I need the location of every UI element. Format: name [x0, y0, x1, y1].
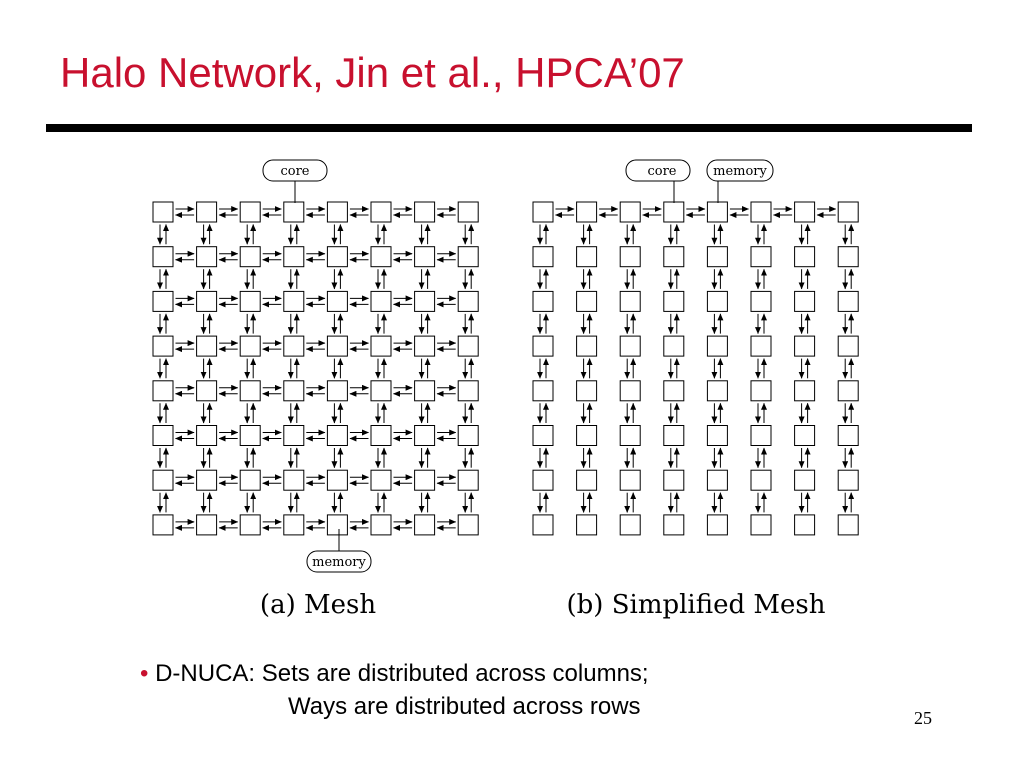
cache-bank-node: [327, 247, 347, 267]
cache-bank-node: [795, 426, 815, 446]
cache-bank-node: [577, 247, 597, 267]
cache-bank-node: [664, 247, 684, 267]
cache-bank-node: [707, 247, 727, 267]
cache-bank-node: [577, 515, 597, 535]
cache-bank-node: [240, 247, 260, 267]
cache-bank-node: [838, 426, 858, 446]
cache-bank-node: [415, 426, 435, 446]
cache-bank-node: [838, 202, 858, 222]
cache-bank-node: [533, 336, 553, 356]
cache-bank-node: [577, 291, 597, 311]
cache-bank-node: [795, 470, 815, 490]
page-number: 25: [914, 708, 932, 728]
cache-bank-node: [795, 515, 815, 535]
cache-bank-node: [284, 426, 304, 446]
cache-bank-node: [415, 202, 435, 222]
cache-bank-node: [240, 381, 260, 401]
cache-bank-node: [533, 515, 553, 535]
cache-bank-node: [707, 426, 727, 446]
mesh-nodes: [153, 202, 478, 535]
cache-bank-node: [795, 247, 815, 267]
cache-bank-node: [197, 247, 217, 267]
cache-bank-node: [664, 291, 684, 311]
cache-bank-node: [664, 381, 684, 401]
cache-bank-node: [707, 381, 727, 401]
cache-bank-node: [533, 202, 553, 222]
cache-bank-node: [577, 336, 597, 356]
cache-bank-node: [415, 470, 435, 490]
cache-bank-node: [751, 247, 771, 267]
cache-bank-node: [153, 291, 173, 311]
cache-bank-node: [577, 381, 597, 401]
cache-bank-node: [327, 470, 347, 490]
cache-bank-node: [620, 336, 640, 356]
cache-bank-node: [371, 515, 391, 535]
cache-bank-node: [664, 202, 684, 222]
cache-bank-node: [240, 202, 260, 222]
simplified-mesh-nodes: [533, 202, 858, 535]
cache-bank-node: [197, 515, 217, 535]
cache-bank-node: [284, 470, 304, 490]
cache-bank-node: [458, 381, 478, 401]
cache-bank-node: [240, 470, 260, 490]
cache-bank-node: [458, 291, 478, 311]
core-label-text-mesh: core: [280, 164, 310, 179]
cache-bank-node: [153, 470, 173, 490]
cache-bank-node: [533, 470, 553, 490]
cache-bank-node: [197, 381, 217, 401]
cache-bank-node: [415, 291, 435, 311]
cache-bank-node: [153, 381, 173, 401]
cache-bank-node: [707, 291, 727, 311]
cache-bank-node: [284, 247, 304, 267]
cache-bank-node: [197, 426, 217, 446]
cache-bank-node: [795, 381, 815, 401]
cache-bank-node: [240, 336, 260, 356]
cache-bank-node: [620, 291, 640, 311]
cache-bank-node: [707, 202, 727, 222]
cache-bank-node: [240, 515, 260, 535]
slide-title: Halo Network, Jin et al., HPCA’07: [60, 49, 685, 96]
cache-bank-node: [415, 336, 435, 356]
cache-bank-node: [751, 426, 771, 446]
cache-bank-node: [284, 381, 304, 401]
cache-bank-node: [458, 426, 478, 446]
cache-bank-node: [327, 336, 347, 356]
cache-bank-node: [838, 381, 858, 401]
cache-bank-node: [458, 247, 478, 267]
cache-bank-node: [284, 336, 304, 356]
cache-bank-node: [153, 336, 173, 356]
cache-bank-node: [620, 426, 640, 446]
cache-bank-node: [284, 291, 304, 311]
memory-label-simplified: [707, 160, 773, 203]
cache-bank-node: [838, 247, 858, 267]
cache-bank-node: [577, 470, 597, 490]
cache-bank-node: [620, 202, 640, 222]
cache-bank-node: [327, 515, 347, 535]
core-label-simplified: [626, 160, 690, 203]
cache-bank-node: [664, 515, 684, 535]
cache-bank-node: [751, 291, 771, 311]
cache-bank-node: [664, 336, 684, 356]
cache-bank-node: [620, 470, 640, 490]
cache-bank-node: [153, 202, 173, 222]
bullet-line-1: D-NUCA: Sets are distributed across columns;: [155, 660, 649, 687]
cache-bank-node: [751, 515, 771, 535]
cache-bank-node: [707, 470, 727, 490]
cache-bank-node: [795, 291, 815, 311]
cache-bank-node: [838, 291, 858, 311]
bullet-line-2: Ways are distributed across rows: [288, 693, 641, 720]
cache-bank-node: [838, 515, 858, 535]
simplified-mesh-diagram: [533, 160, 858, 620]
cache-bank-node: [327, 426, 347, 446]
cache-bank-node: [664, 470, 684, 490]
cache-bank-node: [197, 291, 217, 311]
core-label-text-simplified: core: [647, 164, 677, 179]
cache-bank-node: [751, 202, 771, 222]
cache-bank-node: [415, 247, 435, 267]
cache-bank-node: [838, 336, 858, 356]
cache-bank-node: [664, 426, 684, 446]
cache-bank-node: [751, 470, 771, 490]
cache-bank-node: [371, 426, 391, 446]
cache-bank-node: [533, 381, 553, 401]
cache-bank-node: [533, 247, 553, 267]
cache-bank-node: [458, 336, 478, 356]
cache-bank-node: [371, 336, 391, 356]
cache-bank-node: [284, 515, 304, 535]
cache-bank-node: [415, 515, 435, 535]
cache-bank-node: [458, 515, 478, 535]
cache-bank-node: [795, 202, 815, 222]
cache-bank-node: [327, 202, 347, 222]
cache-bank-node: [838, 470, 858, 490]
memory-label-text-simplified: memory: [713, 164, 767, 179]
memory-label-text-mesh: memory: [312, 555, 366, 570]
cache-bank-node: [371, 381, 391, 401]
cache-bank-node: [327, 291, 347, 311]
cache-bank-node: [533, 291, 553, 311]
cache-bank-node: [371, 470, 391, 490]
cache-bank-node: [533, 426, 553, 446]
cache-bank-node: [371, 291, 391, 311]
simplified-mesh-caption: (b) Simplified Mesh: [566, 590, 826, 620]
cache-bank-node: [620, 515, 640, 535]
mesh-caption: (a) Mesh: [259, 590, 377, 620]
cache-bank-node: [240, 291, 260, 311]
cache-bank-node: [371, 247, 391, 267]
cache-bank-node: [240, 426, 260, 446]
cache-bank-node: [153, 515, 173, 535]
bullet-point: [140, 657, 649, 723]
cache-bank-node: [751, 336, 771, 356]
cache-bank-node: [197, 470, 217, 490]
cache-bank-node: [197, 336, 217, 356]
cache-bank-node: [795, 336, 815, 356]
cache-bank-node: [620, 247, 640, 267]
cache-bank-node: [458, 202, 478, 222]
cache-bank-node: [371, 202, 391, 222]
cache-bank-node: [153, 426, 173, 446]
cache-bank-node: [197, 202, 217, 222]
cache-bank-node: [458, 470, 478, 490]
memory-label-mesh: [307, 529, 371, 572]
cache-bank-node: [751, 381, 771, 401]
cache-bank-node: [620, 381, 640, 401]
cache-bank-node: [577, 426, 597, 446]
cache-bank-node: [577, 202, 597, 222]
bullet-marker: •: [140, 660, 149, 687]
mesh-diagram: [153, 160, 478, 620]
core-label-mesh: [263, 160, 327, 203]
cache-bank-node: [284, 202, 304, 222]
cache-bank-node: [153, 247, 173, 267]
cache-bank-node: [327, 381, 347, 401]
cache-bank-node: [707, 515, 727, 535]
cache-bank-node: [415, 381, 435, 401]
cache-bank-node: [707, 336, 727, 356]
